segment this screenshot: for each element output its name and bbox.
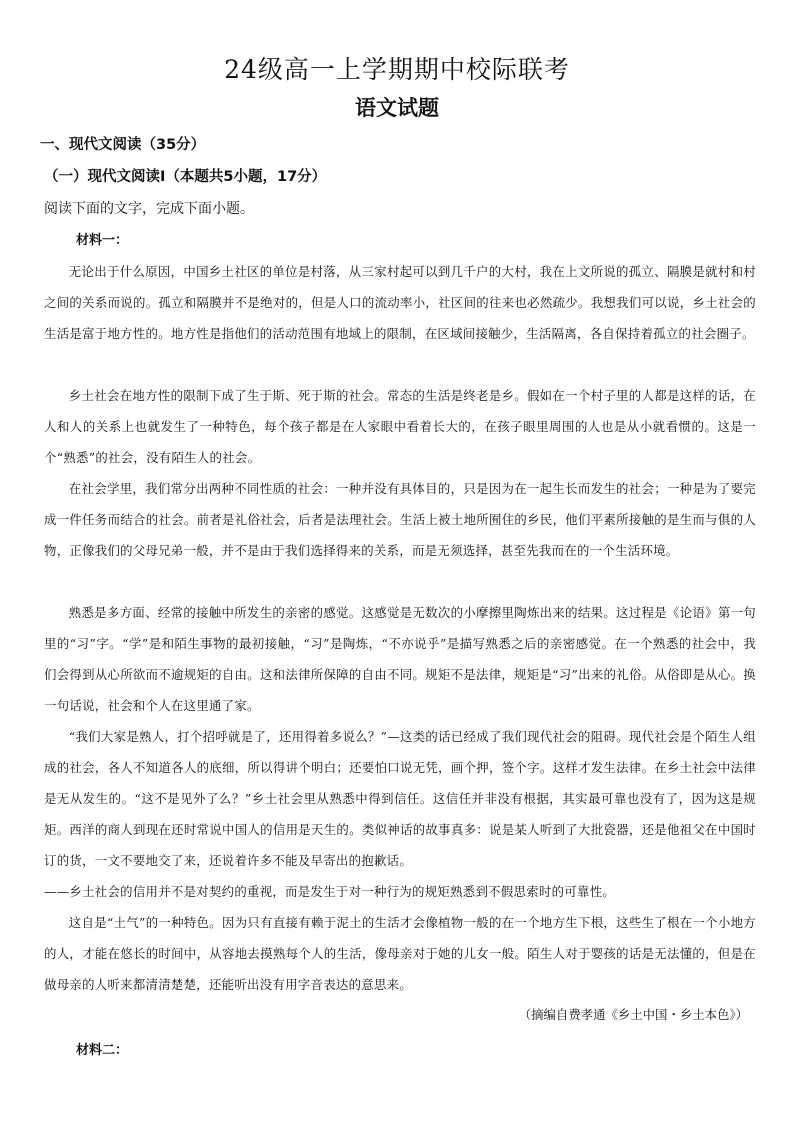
material-1-paragraph-4: 熟悉是多方面、经常的接触中所发生的亲密的感觉。这感觉是无数次的小摩擦里陶炼出来的结果。这过程是《论语》第一句里的“习”字。“学”是和陌生事物的最初接触，“习”是陶炼，“不亦说乎”是描写熟悉之后的亲密感觉。在一个熟悉的社会中，我们会得到从心所欲而不逾规矩的自由。这和法律所保障的自由不同。规矩不是法律，规矩是“习”出来的礼俗。从俗即是从心。换一句话说，社会和个人在这里通了家。: [44, 605, 756, 713]
material-2-label: 材料二：: [76, 1043, 129, 1058]
exam-subtitle: 语文试题: [355, 96, 439, 120]
material-1-paragraph-7: 这自是“土气”的一种特色。因为只有直接有赖于泥土的生活才会像植物一般的在一个地方生下根，这些生了根在一个小地方的人，才能在悠长的时间中，从容地去摸熟每个人的生活，像母亲对于她的儿女一般。陌生人对于婴孩的话是无法懂的，但是在做母亲的人听来都清清楚楚，还能听出没有用字音表达的意思来。: [44, 915, 756, 992]
exam-title: 24级高一上学期期中校际联考: [224, 55, 570, 84]
material-1-paragraph-3: 在社会学里，我们常分出两种不同性质的社会：一种并没有具体目的，只是因为在一起生长而发生的社会；一种是为了要完成一件任务而结合的社会。前者是礼俗社会，后者是法理社会。生活上被土地所囿住的乡民，他们平素所接触的是生而与俱的人物，正像我们的父母兄弟一般，并不是由于我们选择得来的关系，而是无须选择，甚至先我而在的一个生活环境。: [44, 481, 756, 558]
reading-instruction: 阅读下面的文字，完成下面小题。: [44, 201, 254, 217]
material-1-paragraph-1: 无论出于什么原因，中国乡土社区的单位是村落，从三家村起可以到几千户的大村，我在上文所说的孤立、隔膜是就村和村之间的关系而说的。孤立和隔膜并不是绝对的，但是人口的流动率小，社区间的往来也必然疏少。我想我们可以说，乡土社会的生活是富于地方性的。地方性是指他们的活动范围有地域上的限制，在区域间接触少，生活隔离，各自保持着孤立的社会圈子。: [44, 264, 756, 341]
material-1-paragraph-6: ——乡土社会的信用并不是对契约的重视，而是发生于对一种行为的规矩熟悉到不假思索时的可靠性。: [44, 884, 616, 899]
material-1-paragraph-2: 乡土社会在地方性的限制下成了生于斯、死于斯的社会。常态的生活是终老是乡。假如在一个村子里的人都是这样的话，在人和人的关系上也就发生了一种特色，每个孩子都是在人家眼中看着长大的，在孩子眼里周围的人也是从小就看惯的。这是一个“熟悉”的社会，没有陌生人的社会。: [44, 388, 756, 465]
section-subheading: （一）现代文阅读Ⅰ（本题共5小题，17分）: [44, 169, 327, 185]
material-1-paragraph-5: “我们大家是熟人，打个招呼就是了，还用得着多说么？”—这类的话已经成了我们现代社会的阻碍。现代社会是个陌生人组成的社会，各人不知道各人的底细，所以得讲个明白；还要怕口说无凭，画个押，签个字。这样才发生法律。在乡土社会中法律是无从发生的。“这不是见外了么？”乡土社会里从熟悉中得到信任。这信任并非没有根据，其实最可靠也没有了，因为这是规矩。西洋的商人到现在还时常说中国人的信用是天生的。类似神话的故事真多：说是某人听到了大批瓷器，还是他祖父在中国时订的货，一文不要地交了来，还说着许多不能及早寄出的抱歉话。: [44, 729, 756, 868]
section-heading: 一、现代文阅读（35分）: [40, 137, 206, 153]
material-1-source: （摘编自费孝通《乡土中国・乡土本色》）: [518, 1007, 748, 1022]
material-1-label: 材料一：: [76, 233, 129, 248]
